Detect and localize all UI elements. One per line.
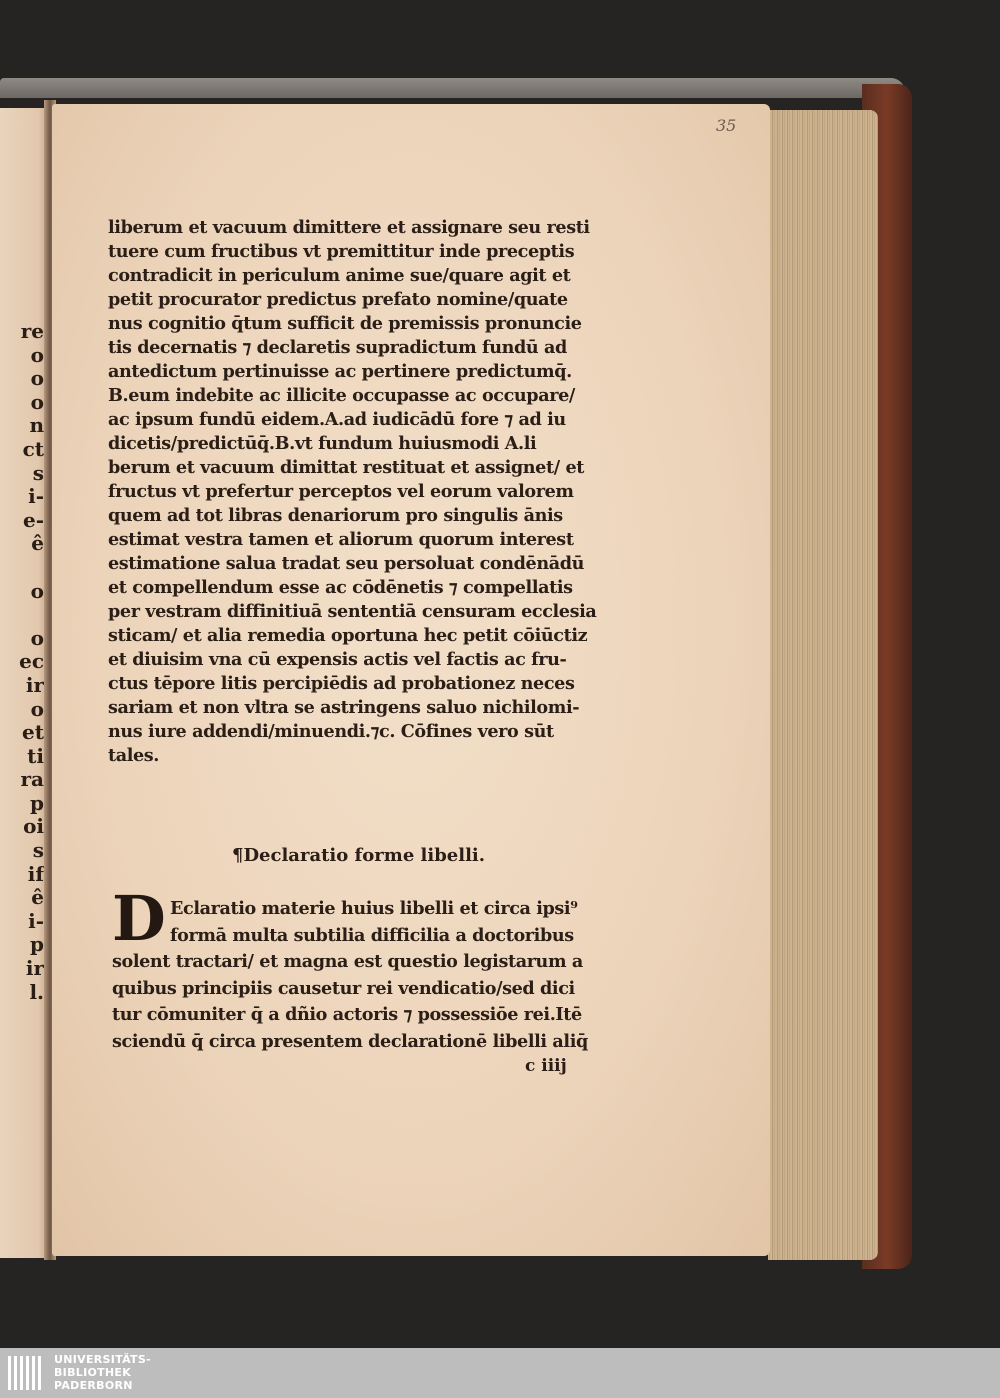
left-page-fragment: o <box>30 366 44 391</box>
left-page-fragment: o <box>30 625 44 650</box>
library-name-line1: UNIVERSITÄTS- <box>54 1353 151 1366</box>
text-line: nus cognitio q̄tum sufficit de premissis pronuncie <box>108 313 582 334</box>
library-name-line3: PADERBORN <box>54 1379 133 1392</box>
book-cover-top-edge <box>0 78 905 98</box>
left-page-fragment: i- <box>28 484 44 509</box>
text-line: B.eum indebite ac illicite occupasse ac occupare/ <box>108 385 575 406</box>
text-line: ac ipsum fundū eidem.A.ad iudicādū fore ⁊ ad iu <box>108 409 566 430</box>
left-page-fragment: o <box>30 578 44 603</box>
text-line: nus iure addendi/minuendi.⁊c. Cōfines vero sūt <box>108 721 554 742</box>
text-line: quibus principiis causetur rei vendicatio/sed dici <box>112 977 575 999</box>
text-line: sciendū q̄ circa presentem declarationē libelli aliq̄ <box>112 1030 588 1052</box>
left-page-fragment: ê <box>31 531 44 556</box>
library-name-line2: BIBLIOTHEK <box>54 1366 132 1379</box>
left-page-fragments <box>2 320 44 1004</box>
left-page-fragment: l. <box>29 979 44 1004</box>
library-name <box>54 1353 151 1392</box>
left-page-fragment <box>2 603 44 627</box>
left-page-fragment: n <box>29 413 44 438</box>
text-line: tales. <box>108 745 160 766</box>
left-page <box>0 108 48 1258</box>
left-page-fragment: re <box>20 319 44 343</box>
left-page-fragment: p <box>30 932 44 957</box>
left-page-fragment: o <box>30 342 44 367</box>
text-line: quem ad tot libras denariorum pro singulis ānis <box>108 505 563 526</box>
text-line: estimat vestra tamen et aliorum quorum interest <box>108 529 574 550</box>
text-line: estimatione salua tradat seu persoluat condēnādū <box>108 553 585 574</box>
body-text <box>108 216 634 768</box>
text-line: tuere cum fructibus vt premittitur inde preceptis <box>108 241 575 262</box>
text-line: petit procurator predictus prefato nomine/quate <box>108 289 568 310</box>
library-footer <box>0 1348 1000 1398</box>
left-page-fragment: e- <box>22 507 44 532</box>
left-page-fragment <box>2 556 44 580</box>
text-line: per vestram diffinitiuā sententiā censuram ecclesia <box>108 601 597 622</box>
text-line: liberum et vacuum dimittere et assignare seu resti <box>108 217 590 238</box>
text-line: contradicit in periculum anime sue/quare agit et <box>108 265 571 286</box>
text-line: solent tractari/ et magna est questio legistarum a <box>112 951 583 972</box>
text-line: Eclaratio materie huius libelli et circa ipsi⁹ <box>170 898 578 919</box>
text-line: berum et vacuum dimittat restituat et assignet/ et <box>108 457 584 478</box>
folio-number: 35 <box>716 116 737 135</box>
text-line: sariam et non vltra se astringens saluo nichilomi- <box>108 697 580 718</box>
left-page-fragment: ct <box>22 436 44 461</box>
left-page-fragment: o <box>30 389 44 414</box>
initial-letter: D <box>112 882 166 955</box>
text-line: sticam/ et alia remedia oportuna hec petit cōiūctiz <box>108 625 588 646</box>
signature-mark: c iiij <box>525 1056 567 1076</box>
left-page-fragment: if <box>27 861 44 886</box>
left-page-fragment: ir <box>25 672 44 697</box>
left-page-fragment: ti <box>27 743 44 768</box>
left-page-fragment: s <box>32 838 44 863</box>
left-page-fragment: oi <box>23 814 44 839</box>
library-columns-icon <box>6 1350 44 1396</box>
left-page-fragment: ir <box>25 956 44 981</box>
text-line: ctus tēpore litis percipiēdis ad probationez neces <box>108 673 575 694</box>
left-page-fragment: s <box>32 460 44 485</box>
left-page-fragment: ec <box>19 649 44 674</box>
left-page-fragment: et <box>22 720 44 745</box>
text-line: formā multa subtilia difficilia a doctoribus <box>170 924 574 946</box>
section-heading: ¶Declaratio forme libelli. <box>232 845 486 866</box>
text-line: tis decernatis ⁊ declaretis supradictum fundū ad <box>108 337 567 358</box>
text-line: tur cōmuniter q̄ a dñio actoris ⁊ possessiōe rei.Itē <box>112 1004 582 1025</box>
text-line: fructus vt prefertur perceptos vel eorum valorem <box>108 481 574 502</box>
text-line: antedictum pertinuisse ac pertinere predictumq̄. <box>108 361 572 382</box>
left-page-fragment: ê <box>31 885 44 910</box>
page-edges <box>768 110 878 1260</box>
text-line: et diuisim vna cū expensis actis vel factis ac fru- <box>108 649 567 670</box>
left-page-fragment: ra <box>20 767 44 792</box>
second-paragraph <box>112 896 632 1055</box>
text-line: dicetis/predictūq̄.B.vt fundum huiusmodi A.li <box>108 433 537 454</box>
left-page-fragment: p <box>30 790 44 815</box>
text-line: et compellendum esse ac cōdēnetis ⁊ compellatis <box>108 577 573 598</box>
left-page-fragment: o <box>30 696 44 721</box>
left-page-fragment: i- <box>28 908 44 933</box>
